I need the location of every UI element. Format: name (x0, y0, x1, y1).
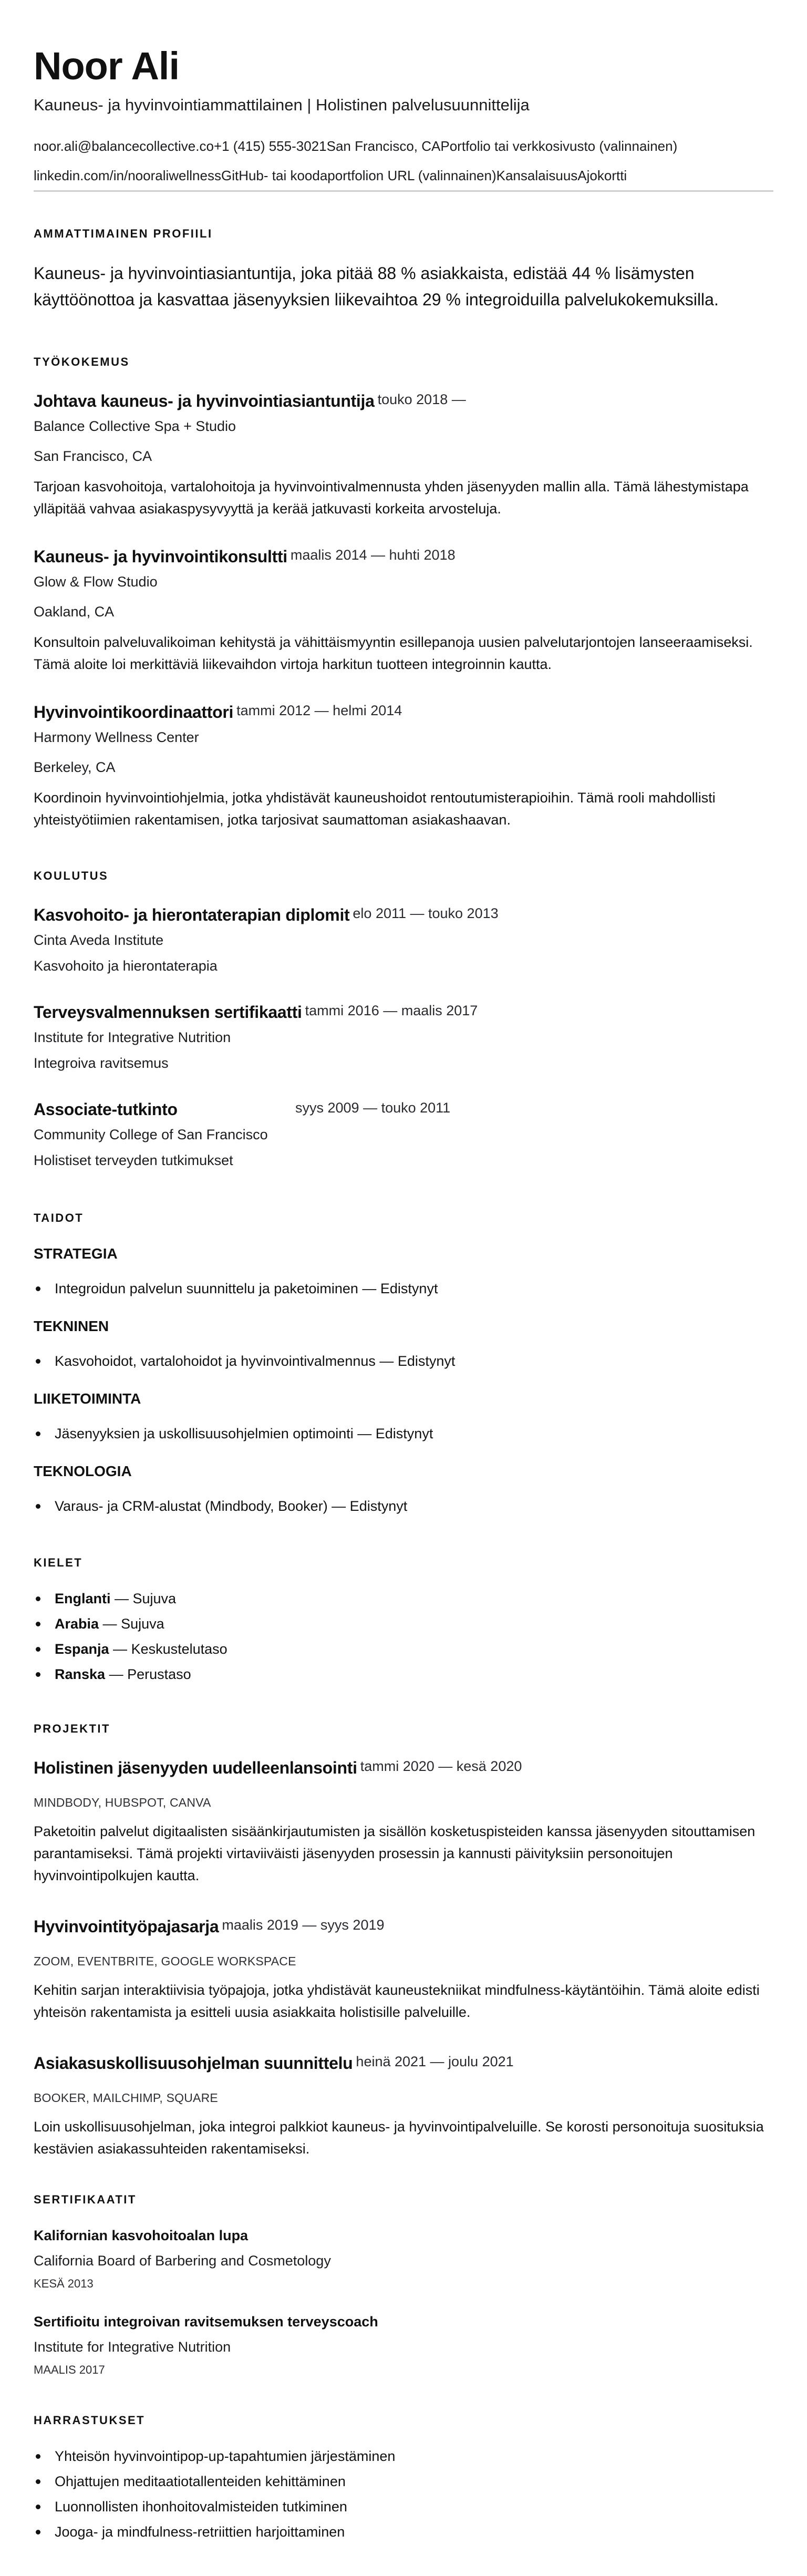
experience-entry (34, 699, 773, 831)
job-dates: tammi 2012 — helmi 2014 (236, 703, 402, 718)
job-dates: touko 2018 — (377, 391, 466, 407)
language-separator: — (110, 1591, 133, 1606)
certification-title: Kalifornian kasvohoitoalan lupa (34, 2228, 249, 2243)
section-title: TAIDOT (34, 1211, 84, 1224)
project-description: Kehitin sarjan interaktiivisia työpajoja, jotka yhdistävät kauneustekniikat mindfulness-käytäntöihin. Tämä aloite edisti yhteisön rakentamista ja esitteli uusia asiakkaita holistisille palveluille. (34, 1982, 760, 2020)
job-company: Balance Collective Spa + Studio (34, 418, 236, 434)
certification-issuer: Institute for Integrative Nutrition (34, 2339, 231, 2355)
contact-row (34, 161, 773, 190)
education-dates: tammi 2016 — maalis 2017 (305, 1003, 478, 1018)
language-name: Englanti (55, 1591, 111, 1606)
language-item (34, 1662, 773, 1687)
job-description: Tarjoan kasvohoitoja, vartalohoitoja ja hyvinvointivalmennusta yhden jäsenyyden mallin alla. Tämä lähestymistapa ylläpitää vahvaa asiakaspysyvyyttä ja kerää jatkuvasti korkeita arvosteluja. (34, 479, 749, 517)
languages-list (34, 1586, 773, 1687)
certification-issuer: California Board of Barbering and Cosmetology (34, 2253, 331, 2269)
contact-citizenship: Kansalaisuus (496, 168, 578, 183)
skill-group (34, 1462, 773, 1519)
interest-item: Ohjattujen meditaatiotallenteiden kehittäminen (34, 2469, 773, 2494)
skill-item: Varaus- ja CRM-alustat (Mindbody, Booker) — Edistynyt (34, 1493, 773, 1519)
project-title: Holistinen jäsenyyden uudelleenlansointi (34, 1758, 357, 1777)
job-location: Oakland, CA (34, 604, 115, 620)
language-name: Espanja (55, 1641, 109, 1657)
job-dates: maalis 2014 — huhti 2018 (290, 547, 456, 563)
skill-category: TEKNOLOGIA (34, 1463, 132, 1479)
job-title: Johtava kauneus- ja hyvinvointiasiantuntija (34, 391, 375, 410)
language-level: Keskustelutaso (131, 1641, 227, 1657)
education-dates: elo 2011 — touko 2013 (353, 905, 499, 921)
education-dates: syys 2009 — touko 2011 (295, 1100, 451, 1116)
skill-group (34, 1389, 773, 1446)
project-description: Loin uskollisuusohjelman, joka integroi palkkiot kauneus- ja hyvinvointipalveluille. Se korosti personoituja suosituksia kestävien asiakassuhteiden rakentamiseksi. (34, 2119, 764, 2157)
education-list (34, 902, 773, 1171)
section-title: TYÖKOKEMUS (34, 355, 130, 368)
language-level: Sujuva (121, 1616, 164, 1632)
resume-header (34, 44, 773, 192)
contact-row (34, 131, 773, 161)
job-company: Harmony Wellness Center (34, 729, 199, 745)
skill-group (34, 1244, 773, 1301)
language-level: Perustaso (127, 1666, 191, 1682)
language-level: Sujuva (132, 1591, 177, 1606)
education-entry (34, 1097, 773, 1171)
experience-list (34, 388, 773, 831)
language-separator: — (105, 1666, 128, 1682)
degree-title: Kasvohoito- ja hierontaterapian diplomit (34, 905, 350, 924)
contact-phone[interactable]: +1 (415) 555-3021 (213, 138, 327, 154)
projects-section (34, 1722, 773, 2160)
experience-entry (34, 544, 773, 675)
job-company: Glow & Flow Studio (34, 574, 158, 590)
section-title: PROJEKTIT (34, 1722, 110, 1735)
project-entry (34, 1914, 773, 2023)
profile-summary: Kauneus- ja hyvinvointiasiantuntija, joka pitää 88 % asiakkaista, edistää 44 % lisämysten käyttöönottoa ja kasvattaa jäsenyyksien liikevaihtoa 29 % integroiduilla palvelukokemuksilla. (34, 264, 719, 309)
project-description: Paketoitin palvelut digitaalisten sisäänkirjautumisten ja sisällön kosketuspisteiden kanssa jäsenyyden sitouttamisen parantamiseksi. Tämä projekti virtaviiväisti jäsenyyden prosessin ja kannusti päivityksiin personoitujen hyvinvointipolkujen kautta. (34, 1823, 756, 1883)
job-title: Kauneus- ja hyvinvointikonsultti (34, 547, 287, 566)
section-title: HARRASTUKSET (34, 2414, 146, 2427)
job-location: San Francisco, CA (34, 448, 152, 464)
skills-list (34, 1244, 773, 1519)
project-tech-stack: MINDBODY, HUBSPOT, CANVA (34, 1796, 211, 1809)
project-tech-stack: ZOOM, EVENTBRITE, GOOGLE WORKSPACE (34, 1954, 296, 1968)
skill-group (34, 1317, 773, 1374)
certification-date: MAALIS 2017 (34, 2363, 105, 2376)
education-section (34, 869, 773, 1171)
contact-location: San Francisco, CA (326, 138, 441, 154)
profile-section (34, 226, 773, 313)
certification-date: KESÄ 2013 (34, 2277, 94, 2290)
job-location: Berkeley, CA (34, 759, 116, 775)
language-item (34, 1636, 773, 1662)
language-item (34, 1586, 773, 1611)
degree-title: Terveysvalmennuksen sertifikaatti (34, 1003, 302, 1022)
project-dates: maalis 2019 — syys 2019 (222, 1917, 385, 1933)
interest-item: Jooga- ja mindfulness-retriittien harjoittaminen (34, 2519, 773, 2544)
skill-item: Integroidun palvelun suunnittelu ja paketoiminen — Edistynyt (34, 1276, 773, 1301)
skill-category: STRATEGIA (34, 1245, 118, 1262)
school-name: Cinta Aveda Institute (34, 932, 164, 948)
project-entry (34, 1755, 773, 1887)
skill-item: Jäsenyyksien ja uskollisuusohjelmien optimointi — Edistynyt (34, 1421, 773, 1446)
section-title: AMMATTIMAINEN PROFIILI (34, 227, 213, 240)
section-title: KOULUTUS (34, 869, 109, 882)
contact-email[interactable]: noor.ali@balancecollective.co (34, 138, 214, 154)
experience-entry (34, 388, 773, 520)
field-of-study: Kasvohoito ja hierontaterapia (34, 958, 218, 974)
contact-linkedin[interactable]: linkedin.com/in/nooraliwellness (34, 168, 221, 183)
projects-list (34, 1755, 773, 2160)
school-name: Institute for Integrative Nutrition (34, 1029, 231, 1045)
certifications-section (34, 2192, 773, 2378)
project-dates: heinä 2021 — joulu 2021 (356, 2054, 514, 2069)
language-name: Arabia (55, 1616, 99, 1632)
certification-entry (34, 2226, 773, 2292)
education-entry (34, 1000, 773, 1074)
skill-category: TEKNINEN (34, 1318, 109, 1334)
project-dates: tammi 2020 — kesä 2020 (360, 1758, 522, 1774)
education-entry (34, 902, 773, 976)
certification-title: Sertifioitu integroivan ravitsemuksen terveyscoach (34, 2314, 378, 2330)
experience-section (34, 355, 773, 831)
field-of-study: Holistiset terveyden tutkimukset (34, 1152, 233, 1168)
contact-info (34, 131, 773, 192)
job-title: Hyvinvointikoordinaattori (34, 703, 234, 722)
contact-drivers-license: Ajokortti (577, 168, 627, 183)
project-tech-stack: BOOKER, MAILCHIMP, SQUARE (34, 2091, 218, 2105)
section-title: KIELET (34, 1556, 83, 1569)
job-description: Koordinoin hyvinvointiohjelmia, jotka yhdistävät kauneushoidot rentoutumisterapioihin. Tämä rooli mahdollisti yhteistyötiimien rakentamisen, jotka tarjosivat saumattoman asiakashaavan. (34, 790, 716, 828)
language-name: Ranska (55, 1666, 106, 1682)
interest-item: Yhteisön hyvinvointipop-up-tapahtumien järjestäminen (34, 2444, 773, 2469)
project-title: Asiakasuskollisuusohjelman suunnittelu (34, 2054, 353, 2073)
project-title: Hyvinvointityöpajasarja (34, 1917, 219, 1936)
degree-title: Associate-tutkinto (34, 1100, 178, 1119)
language-separator: — (99, 1616, 121, 1632)
job-description: Konsultoin palveluvalikoiman kehitystä ja vähittäismyyntin esillepanoja uusien palvelutarjontojen lanseeraamiseksi. Tämä aloite loi merkittäviä liikevaihdon virtoja harkitun tuotteen integroinnin kautta. (34, 634, 753, 672)
interests-list (34, 2444, 773, 2544)
language-separator: — (109, 1641, 131, 1657)
contact-github[interactable]: GitHub- tai koodaportfolion URL (valinnainen) (221, 168, 496, 183)
section-title: SERTIFIKAATIT (34, 2193, 137, 2206)
skills-section (34, 1211, 773, 1519)
skill-item: Kasvohoidot, vartalohoidot ja hyvinvointivalmennus — Edistynyt (34, 1348, 773, 1374)
school-name: Community College of San Francisco (34, 1127, 268, 1142)
candidate-headline: Kauneus- ja hyvinvointiammattilainen | Holistinen palvelusuunnittelija (34, 96, 530, 114)
candidate-name: Noor Ali (34, 44, 180, 88)
certifications-list (34, 2226, 773, 2378)
interest-item: Luonnollisten ihonhoitovalmisteiden tutkiminen (34, 2494, 773, 2519)
field-of-study: Integroiva ravitsemus (34, 1055, 169, 1071)
contact-portfolio[interactable]: Portfolio tai verkkosivusto (valinnainen) (440, 138, 678, 154)
language-item (34, 1611, 773, 1636)
project-entry (34, 2051, 773, 2160)
languages-section (34, 1555, 773, 1687)
certification-entry (34, 2312, 773, 2378)
interests-section (34, 2413, 773, 2544)
skill-category: LIIKETOIMINTA (34, 1390, 141, 1407)
